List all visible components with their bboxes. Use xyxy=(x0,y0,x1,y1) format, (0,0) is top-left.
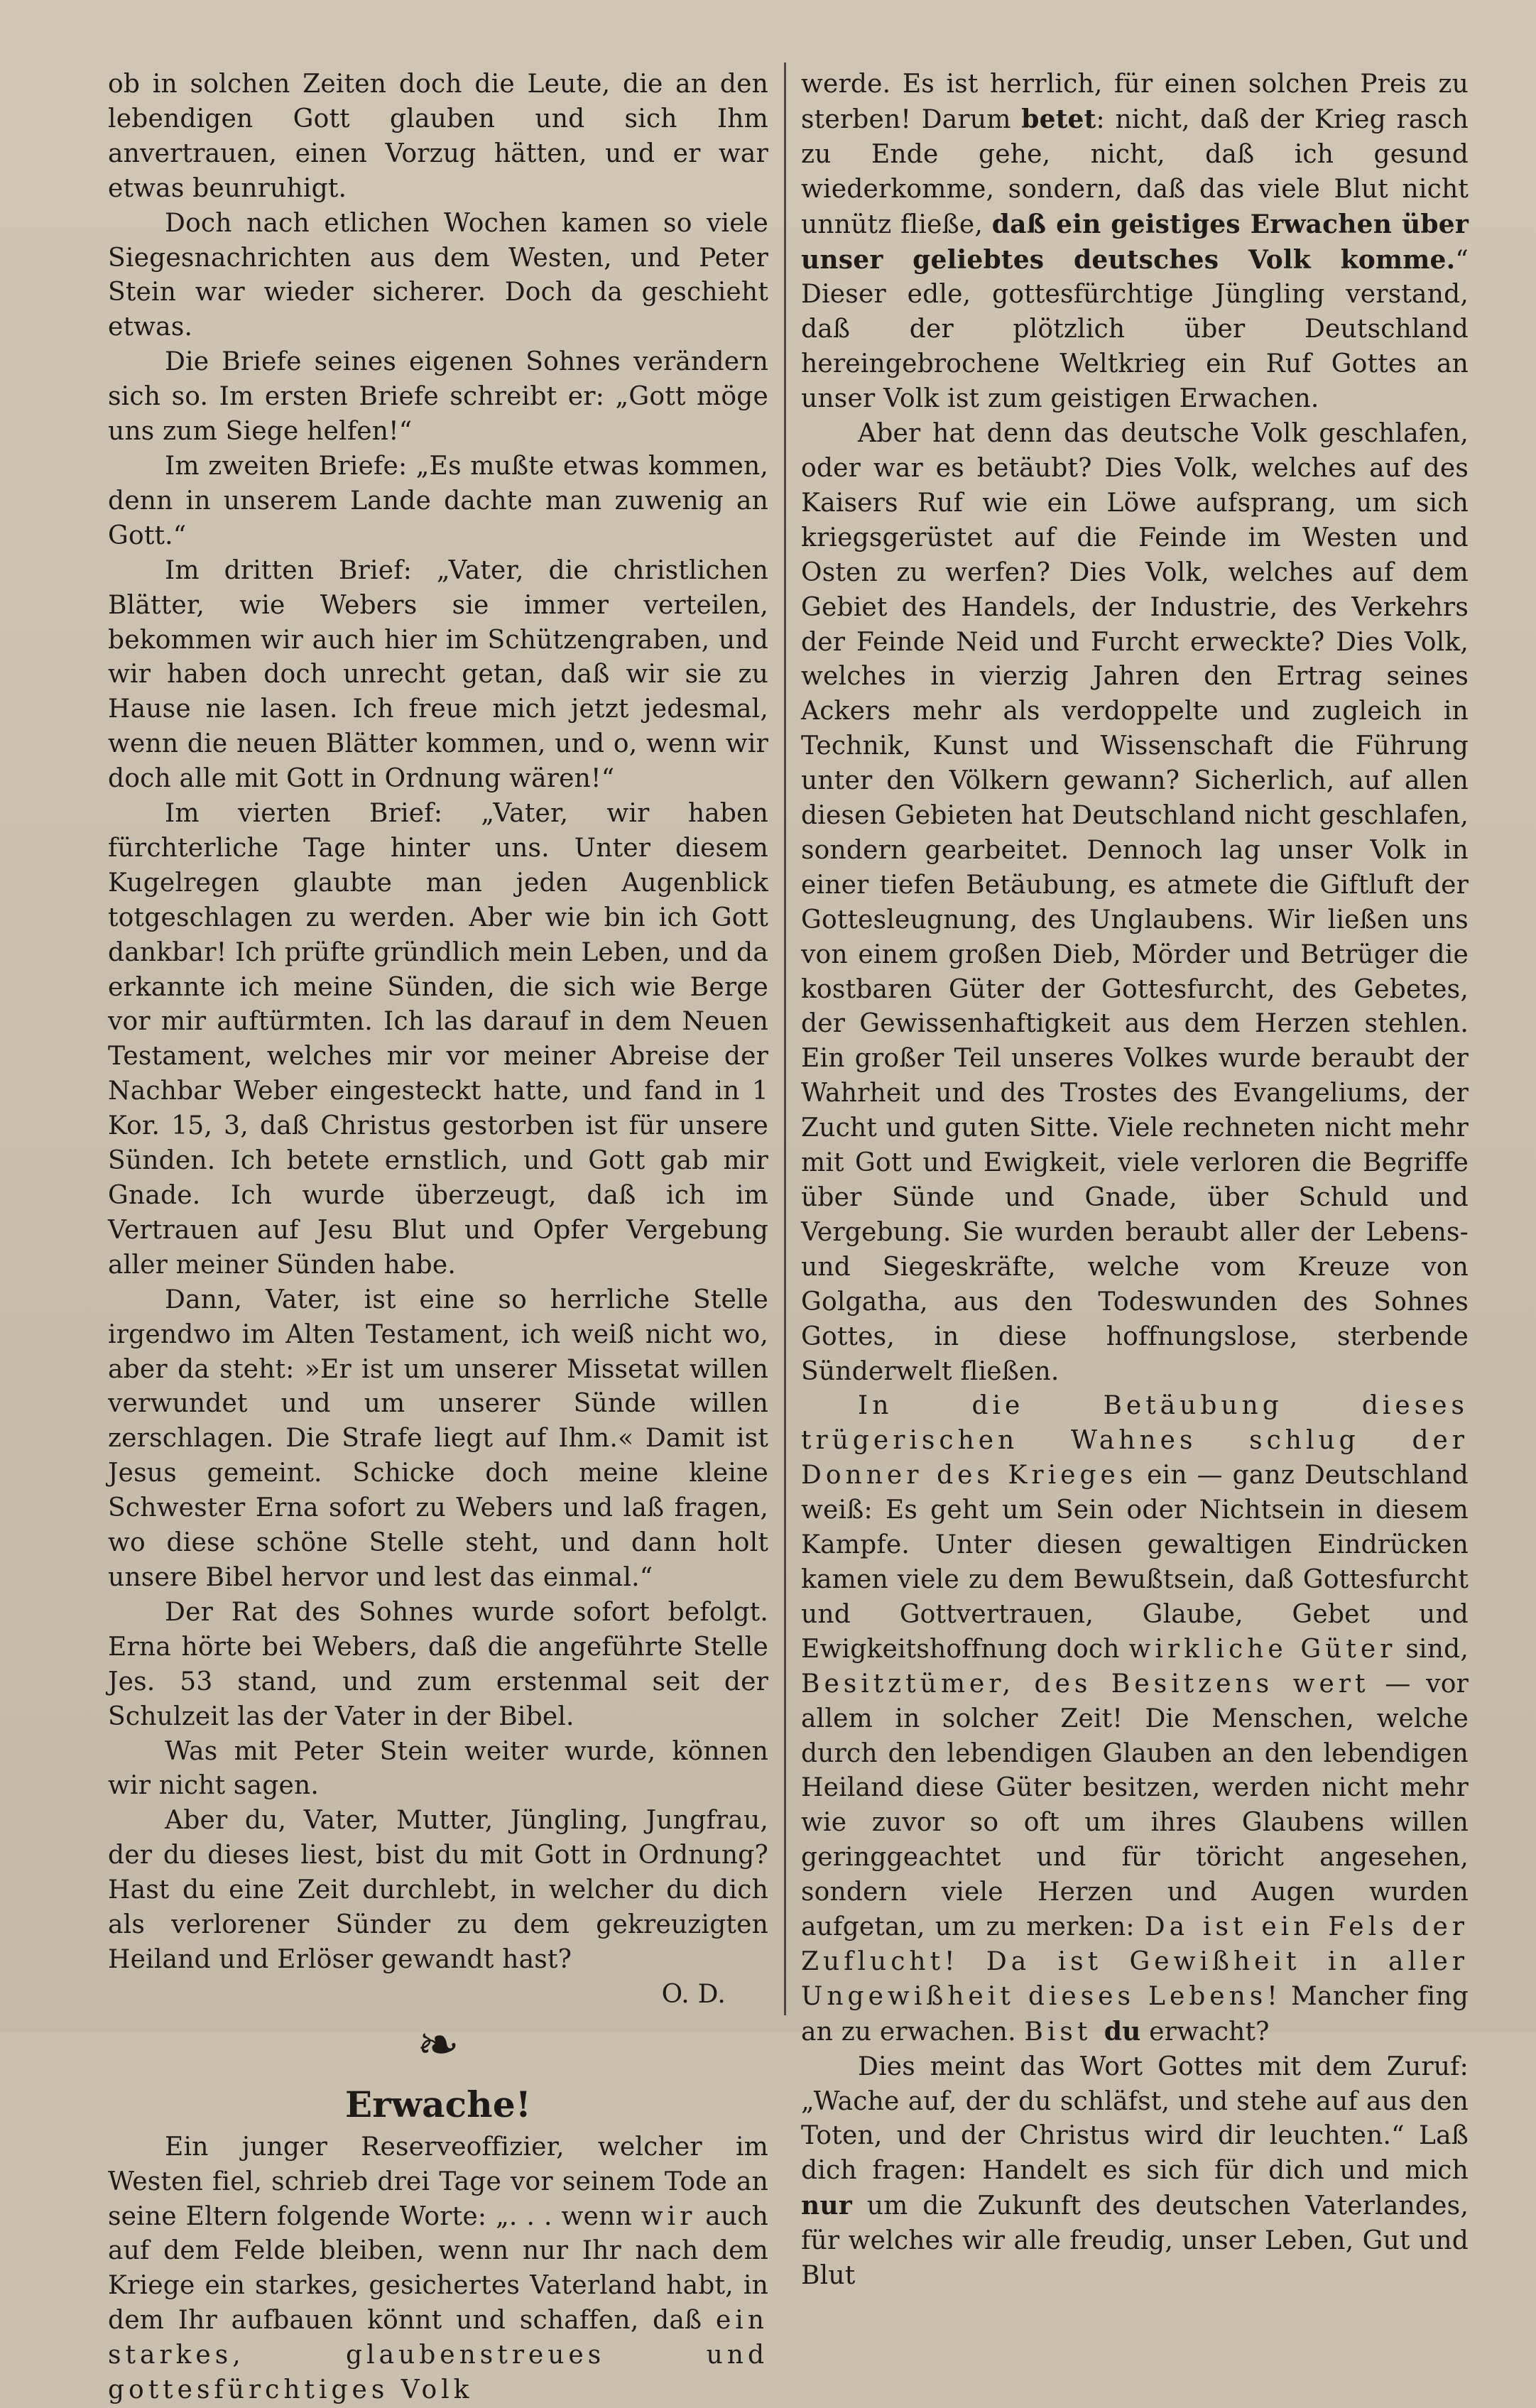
author-signature: O. D. xyxy=(661,1979,726,2009)
paragraph: Im zweiten Briefe: „Es mußte etwas kommen, denn in unserem Lande dachte man zuwenig an Gott.“ xyxy=(108,451,768,550)
text-run: Mancher fing an zu erwachen. xyxy=(801,1981,1469,2047)
text-run: erwacht? xyxy=(1140,2017,1270,2047)
paragraph: Im dritten Brief: „Vater, die christlichen Blätter, wie Webers sie immer verteilen, bekommen wir auch hier im Schützengraben, und wir haben doch unrecht getan, daß wir sie zu Hause nie lasen. Ich freue mich jetzt jedesmal, wenn die neuen Blätter kommen, und o, wenn wir doch alle mit Gott in Ordnung wären!“ xyxy=(108,555,768,794)
text-run: werde. Es ist herrlich, für einen solchen Preis zu sterben! Darum xyxy=(801,70,1469,134)
paragraph: Im vierten Brief: „Vater, wir haben fürchterliche Tage hinter uns. Unter diesem Kugelregen glaubte man jeden Augenblick totgeschlagen zu werden. Aber wie bin ich Gott dankbar! Ich prüfte gründlich mein Leben, und da erkannte ich meine Sünden, die sich wie Berge vor mir auftürmten. Ich las darauf in dem Neuen Testament, welches mir vor meiner Abreise der Nachbar Weber eingesteckt hatte, und fand in 1 Kor. 15, 3, daß Christus gestorben ist für unsere Sünden. Ich betete ernstlich, und Gott gab mir Gnade. Ich wurde überzeugt, daß ich im Vertrauen auf Jesu Blut und Opfer Vergebung aller meiner Sünden habe. xyxy=(108,799,768,1280)
spaced-text: Da ist ein Fels der Zuflucht! Da ist Gewißheit in aller Ungewißheit dieses Lebens! xyxy=(801,1912,1469,2011)
spaced-text: wirkliche Güter xyxy=(1128,1634,1397,1664)
bold-text: betet xyxy=(1021,104,1096,134)
column-divider xyxy=(784,62,786,2015)
paragraph: Der Rat des Sohnes wurde sofort befolgt. Erna hörte bei Webers, daß die angeführte Stelle Jes. 53 stand, und zum erstenmal seit der Schulzeit las der Vater in der Bibel. xyxy=(108,1597,768,1731)
paragraph: Doch nach etlichen Wochen kamen so viele Siegesnachrichten aus dem Westen, und Peter Stein war wieder sicherer. Doch da geschieht etwas. xyxy=(108,208,768,342)
paragraph xyxy=(801,1389,1469,2049)
paragraph xyxy=(801,2050,1469,2294)
ornament-icon: ❧ xyxy=(416,2014,460,2074)
spaced-text: Besitztümer, des Besitzens wert xyxy=(801,1669,1370,1699)
spaced-text: Bist xyxy=(1024,2017,1104,2047)
text-run: “ Dieser edle, gottesfürchtige Jüngling verstand, daß der plötzlich über Deutschland hereingebrochene Weltkrieg ein Ruf Gottes an unser Volk ist zum geistigen Erwachen. xyxy=(801,245,1469,414)
article-heading: Erwache! xyxy=(344,2083,532,2125)
bold-text: daß ein geistiges Erwachen über unser geliebtes deutsches Volk komme. xyxy=(801,209,1469,275)
paragraph: Aber hat denn das deutsche Volk geschlafen, oder war es betäubt? Dies Volk, welches auf des Kaisers Ruf wie ein Löwe aufsprang, um sich kriegsgerüstet auf die Feinde im Westen und Osten zu werfen? Dies Volk, welches auf dem Gebiet des Handels, der Industrie, des Verkehrs der Feinde Neid und Furcht erweckte? Dies Volk, welches in vierzig Jahren den Ertrag seines Ackers mehr als verdoppelte und zugleich in Technik, Kunst und Wissenschaft die Führung unter den Völkern gewann? Sicherlich, auf allen diesen Gebieten hat Deutschland nicht geschlafen, sondern gearbeitet. Dennoch lag unser Volk in einer tiefen Betäubung, es atmete die Giftluft der Gottesleugnung, des Unglaubens. Wir ließen uns von einem großen Dieb, Mörder und Betrüger die kostbaren Güter der Gottesfurcht, des Gebetes, der Gewissenhaftigkeit aus dem Herzen stehlen. Ein großer Teil unseres Volkes wurde beraubt der Wahrheit und des Trostes des Evangeliums, der Zucht und guten Sitte. Viele rechneten nicht mehr mit Gott und Ewigkeit, viele verloren die Begriffe über Sünde und Gnade, über Schuld und Vergebung. Sie wurden beraubt aller der Lebens- und Siegeskräfte, welche vom Kreuze von Golgatha, aus den Todeswunden des Sohnes Gottes, in diese hoffnungslose, sterbende Sünderwelt fließen. xyxy=(801,419,1469,1386)
right-column xyxy=(801,67,1469,2294)
text-run: : nicht, daß der Krieg rasch zu Ende gehe, nicht, daß ich gesund wiederkomme, sondern, daß das viele Blut nicht unnütz fließe, xyxy=(801,104,1469,239)
text-run: sind, xyxy=(1396,1634,1469,1664)
bold-text: nur xyxy=(801,2191,852,2221)
paragraph: ob in solchen Zeiten doch die Leute, die an den lebendigen Gott glauben und sich Ihm anvertrauen, einen Vorzug hätten, und er war etwas beunruhigt. xyxy=(108,70,768,203)
paragraph: Die Briefe seines eigenen Sohnes verändern sich so. Im ersten Briefe schreibt er: „Gott möge uns zum Siege helfen!“ xyxy=(108,347,768,447)
spaced-text: wir xyxy=(641,2201,697,2231)
paragraph xyxy=(801,67,1469,417)
paragraph: Dann, Vater, ist eine so herrliche Stelle irgendwo im Alten Testament, ich weiß nicht wo, aber da steht: »Er ist um unserer Missetat willen verwundet und um unserer Sünde willen zerschlagen. Die Strafe liegt auf Ihm.« Damit ist Jesus gemeint. Schicke doch meine kleine Schwester Erna sofort zu Webers und laß fragen, wo diese schöne Stelle steht, und dann holt unsere Bibel hervor und lest das einmal.“ xyxy=(108,1285,768,1592)
paragraph: Aber du, Vater, Mutter, Jüngling, Jungfrau, der du dieses liest, bist du mit Gott in Ordnung? Hast du eine Zeit durchlebt, in welcher du dich als verlorener Sünder zu dem gekreuzigten Heiland und Erlöser gewandt hast? xyxy=(108,1806,768,1974)
spaced-text: ein starkes, glaubenstreues und gottesfürchtiges Volk xyxy=(108,2306,768,2405)
bold-text: du xyxy=(1104,2016,1141,2047)
spaced-text: In die Betäubung dieses trügerischen Wahnes schlug der Donner des Krieges xyxy=(801,1391,1469,1491)
text-run: Dies meint das Wort Gottes mit dem Zuruf: „Wache auf, der du schläfst, und stehe auf aus den Toten, und der Christus wird dir leuchten.“ Laß dich fragen: Handelt es sich für dich und mich xyxy=(801,2052,1469,2186)
paragraph xyxy=(108,2130,768,2408)
text-run: — vor allem in solcher Zeit! Die Menschen, welche durch den lebendigen Glauben an den lebendigen Heiland diese Güter besitzen, werden nicht mehr wie zuvor so oft um ihres Glaubens willen geringgeachtet und für töricht angesehen, sondern viele Herzen und Augen wurden aufgetan, um zu merken: xyxy=(801,1669,1469,1942)
paragraph: Was mit Peter Stein weiter wurde, können wir nicht sagen. xyxy=(108,1736,768,1801)
text-run: auch auf dem Felde bleiben, wenn nur Ihr nach dem Kriege ein starkes, gesichertes Vaterland habt, in dem Ihr aufbauen könnt und schaffen, daß xyxy=(108,2201,768,2336)
text-run: Ein junger Reserveoffizier, welcher im Westen fiel, schrieb drei Tage vor seinem Tode an seine Eltern folgende Worte: „. . . wenn xyxy=(108,2132,768,2231)
left-column xyxy=(108,67,768,2408)
text-run: ein — ganz Deutschland weiß: Es geht um Sein oder Nichtsein in diesem Kampfe. Unter diesen gewaltigen Eindrücken kamen viele zu dem Bewußtsein, daß Gottesfurcht und Gottvertrauen, Glaube, Gebet und Ewigkeitshoffnung doch xyxy=(801,1461,1469,1664)
text-run: um die Zukunft des deutschen Vaterlandes, für welches wir alle freudig, unser Leben, Gut und Blut xyxy=(801,2191,1469,2291)
